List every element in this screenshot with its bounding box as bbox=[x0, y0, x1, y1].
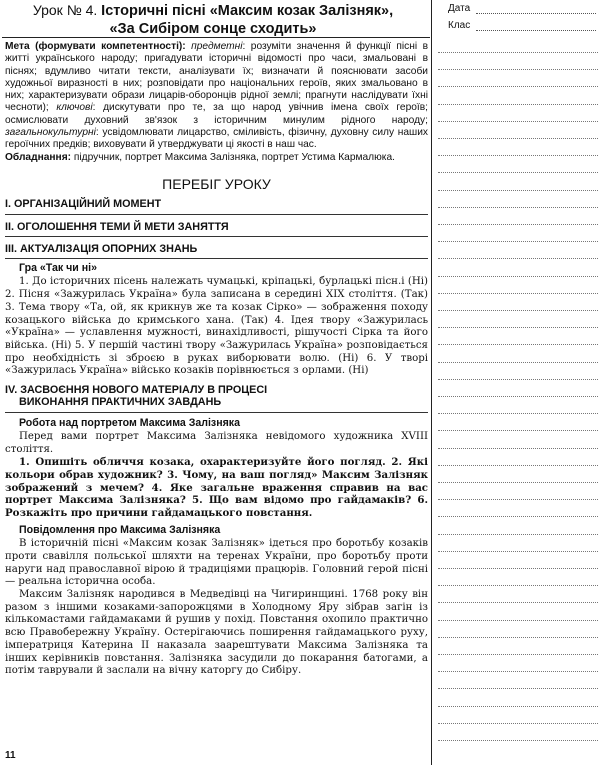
lesson-title-line1: Історичні пісні «Максим козак Залізняк», bbox=[101, 3, 394, 19]
header-divider bbox=[2, 37, 430, 38]
note-line bbox=[438, 585, 598, 586]
note-line bbox=[438, 430, 598, 431]
note-line bbox=[438, 258, 598, 259]
note-line bbox=[438, 293, 598, 294]
note-line bbox=[438, 121, 598, 122]
lesson-number: Урок № 4. bbox=[32, 2, 98, 18]
note-line bbox=[438, 396, 598, 397]
note-line bbox=[438, 172, 598, 173]
note-line bbox=[438, 688, 598, 689]
page-number: 11 bbox=[5, 750, 16, 761]
course-title: ПЕРЕБІГ УРОКУ bbox=[162, 175, 271, 192]
note-line bbox=[438, 637, 598, 638]
portrait-intro: Перед вами портрет Максима Залізняка невідомого художника XVIII століття. bbox=[5, 430, 428, 455]
note-line bbox=[438, 52, 598, 53]
note-line bbox=[438, 465, 598, 466]
note-line bbox=[438, 155, 598, 156]
note-line bbox=[438, 620, 598, 621]
note-line bbox=[438, 654, 598, 655]
note-line bbox=[438, 413, 598, 414]
note-line bbox=[438, 723, 598, 724]
note-line bbox=[438, 499, 598, 500]
note-line bbox=[438, 448, 598, 449]
class-field[interactable] bbox=[476, 21, 596, 31]
note-line bbox=[438, 740, 598, 741]
note-line bbox=[438, 602, 598, 603]
lesson-title-line2: «За Сибіром сонце сходить» bbox=[109, 21, 317, 37]
date-label: Дата bbox=[448, 3, 471, 14]
portrait-title: Робота над портретом Максима Залізняка bbox=[19, 416, 240, 429]
note-line bbox=[438, 551, 598, 552]
note-line bbox=[438, 482, 598, 483]
note-line bbox=[438, 344, 598, 345]
sidebar-divider bbox=[431, 0, 432, 765]
lesson-header bbox=[4, 2, 422, 37]
message-paragraph-2: Максим Залізняк народився в Медведівці на Чигиринщині. 1768 року він разом з іншими козаками-запорожцями в Холодному Яру зібрав загін із кількомастами гайдамаками й рушив у похід. Повстання охопило практично всю Правобережну Україну. Остерігаючись поширення гайдамацького руху, імператриця Катерина II наказала заарештувати Максима Залізняка та інших керівників повстання. Залізняка засудили до покарання батогами, а потім таврували й заслали на вічну каторгу до Сибіру. bbox=[5, 589, 428, 677]
message-title: Повідомлення про Максима Залізняка bbox=[19, 523, 221, 536]
note-line bbox=[438, 224, 598, 225]
note-line bbox=[438, 104, 598, 105]
note-line bbox=[438, 379, 598, 380]
note-line bbox=[438, 190, 598, 191]
note-line bbox=[438, 671, 598, 672]
note-line bbox=[438, 69, 598, 70]
section-new-material: IV. ЗАСВОЄННЯ НОВОГО МАТЕРІАЛУ В ПРОЦЕСІ ВИКОНАННЯ ПРАКТИЧНИХ ЗАВДАНЬ bbox=[5, 382, 428, 413]
note-line bbox=[438, 276, 598, 277]
section-organizational: І. ОРГАНІЗАЦІЙНИЙ МОМЕНТ bbox=[5, 196, 428, 214]
lesson-goals: Мета (формувати компетентності): предметні: розуміти значення й функції пісні в житті українського народу; пригадувати історичні відомості про часи, змальовані в піснях; вдумливо читати тексти, аналізувати їх; визначати й пояснювати засоби художньої виразності в них; розповідати про національних героїв, яких змальовано в них; характеризувати образи лицарів-оборонців рідної землі; прагнути наслідувати їхні чесноти); ключові: дискутувати про те, за що народ увічнив імена своїх героїв; осмислювати духовний зв'язок з історичним минулим рідного народу; загальнокультурні: усвідомлювати лицарство, сміливість, фізичну, духовну силу наших героїчних предків; виховувати й утверджувати ці якості в наш час. bbox=[5, 41, 428, 151]
note-line bbox=[438, 568, 598, 569]
section-topic: ІІ. ОГОЛОШЕННЯ ТЕМИ Й МЕТИ ЗАНЯТТЯ bbox=[5, 219, 428, 237]
section-actualization: ІІІ. АКТУАЛІЗАЦІЯ ОПОРНИХ ЗНАНЬ bbox=[5, 241, 428, 259]
note-line bbox=[438, 327, 598, 328]
game-title: Гра «Так чи ні» bbox=[19, 262, 97, 275]
equipment: Обладнання: підручник, портрет Максима Залізняка, портрет Устима Кармалюка. bbox=[5, 151, 395, 163]
portrait-questions: 1. Опишіть обличчя козака, охарактеризуйте його погляд. 2. Які кольори обрав художник? 3. Чому, на ваш погляд» Максим Залізняк зображений з мечем? 4. Яке загальне враження справив на вас портрет Максима Залізняка? 5. Що вам відомо про гайдамаків? 6. Розкажіть про причини гайдамацького повстання. bbox=[5, 456, 428, 520]
note-line bbox=[438, 706, 598, 707]
game-text: 1. До історичних пісень належать чумацькі, кріпацькі, бурлацькі пісн.і (Ні) 2. Пісня «Зажурилась Україна» була записана в середині XIX століття. (Так) 3. Тема твору «Та, ой, як крикнув же та козак Сірко» — зображення походу козацького війська до кримського хана. (Так) 4. Ідея твору «Зажурилась «Україна» — уславлення мужності, винахідливості, рішучості Сірка та його війська. (Ні) 5. У першій частині твору «Зажурилась Україна» розповідається про необхідність зі зброєю в руках виборювати волю. (Ні) 6. У творі «Зажурилась Україна» військо козаків порівнюється з орлами. (Ні) bbox=[5, 276, 428, 377]
lesson-body bbox=[5, 41, 428, 678]
note-line bbox=[438, 516, 598, 517]
class-label: Клас bbox=[448, 20, 471, 31]
date-field[interactable] bbox=[476, 4, 596, 14]
message-paragraph-1: В історичній пісні «Максим козак Залізняк» ідеться про боротьбу козаків проти свавілля польської шляхти на теренах України, про боротьбу проти наруги над православної вірою й традиціями працюрів. Головний герой пісні — реальна історична особа. bbox=[5, 538, 428, 588]
note-line bbox=[438, 86, 598, 87]
note-line bbox=[438, 310, 598, 311]
note-line bbox=[438, 362, 598, 363]
note-line bbox=[438, 241, 598, 242]
note-line bbox=[438, 138, 598, 139]
note-line bbox=[438, 534, 598, 535]
note-line bbox=[438, 207, 598, 208]
